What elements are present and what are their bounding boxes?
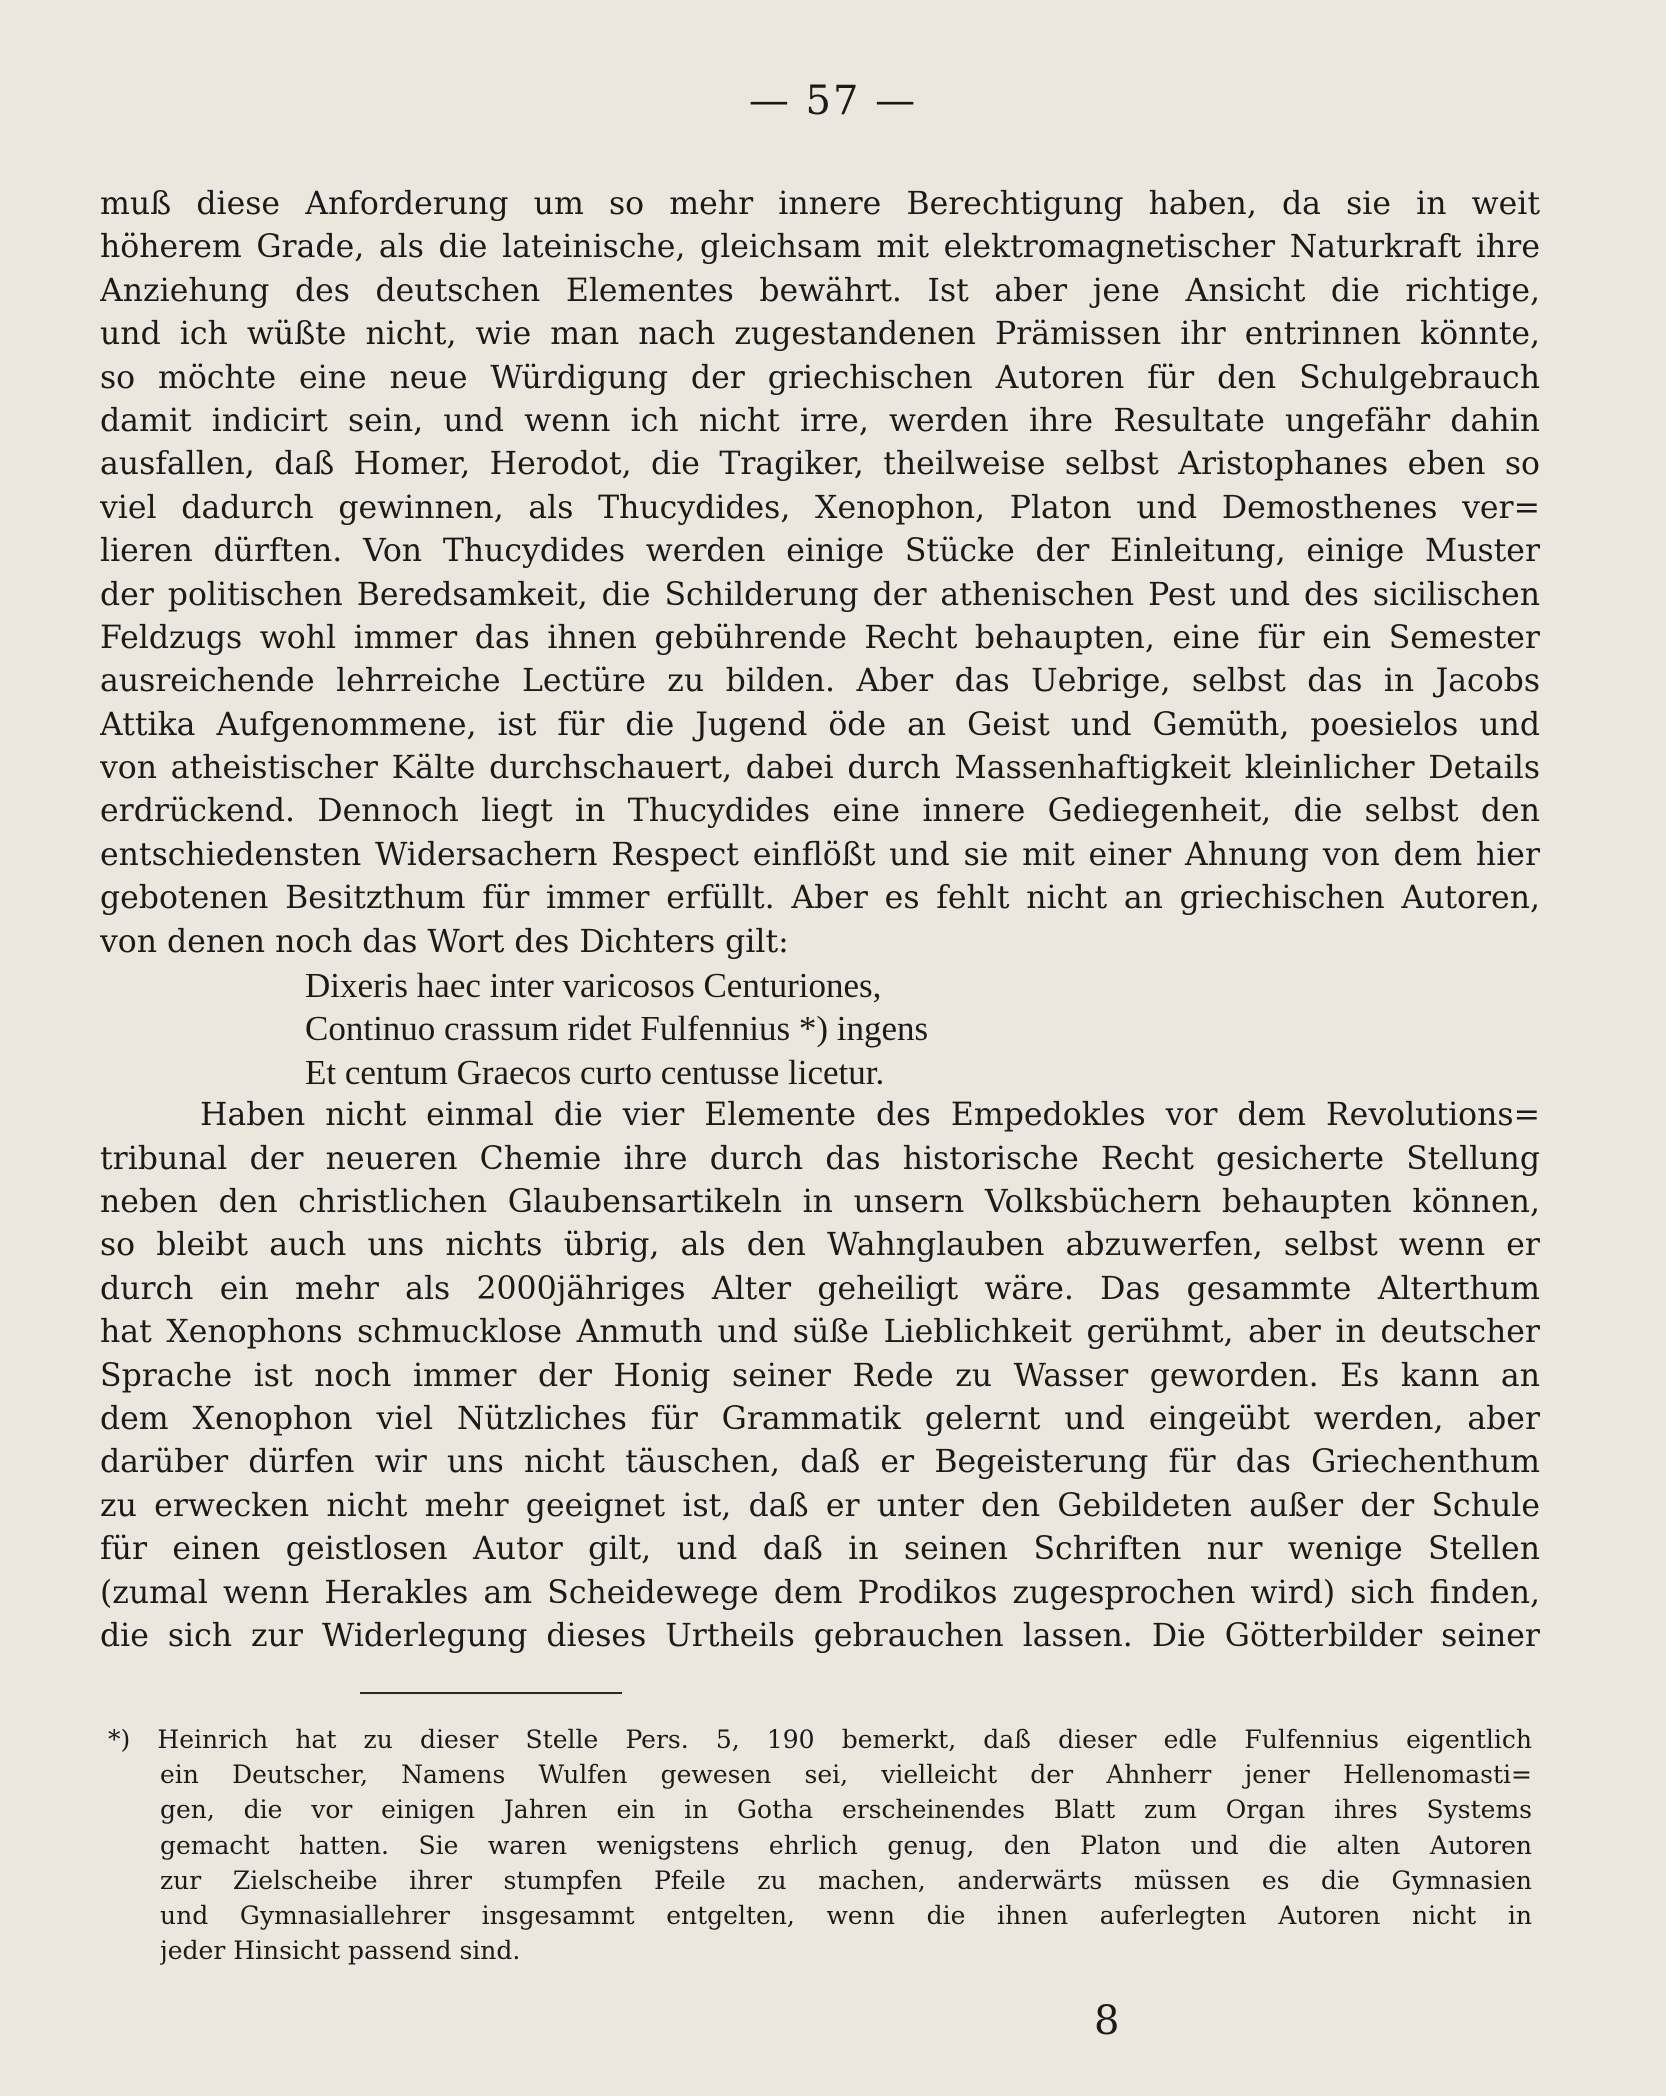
quote-line: Dixeris haec inter varicosos Centuriones, [305, 966, 882, 1006]
text-line: so möchte eine neue Würdigung der griechischen Autoren für den Schulgebrauch [100, 359, 1540, 396]
text-line: von atheistischer Kälte durchschauert, dabei durch Massenhaftigkeit kleinlicher Details [100, 750, 1540, 787]
text-line: ausreichende lehrreiche Lectüre zu bilden. Aber das Uebrige, selbst das in Jacobs [100, 663, 1540, 700]
text-line: damit indicirt sein, und wenn ich nicht irre, werden ihre Resultate ungefähr dahin [100, 402, 1540, 439]
footnote [108, 1722, 1532, 1968]
text-line: tribunal der neueren Chemie ihre durch das historische Recht gesicherte Stellung [100, 1140, 1540, 1177]
text-line: hat Xenophons schmucklose Anmuth und süße Lieblichkeit gerühmt, aber in deutscher [100, 1314, 1540, 1351]
text-line: für einen geistlosen Autor gilt, und daß in seinen Schriften nur wenige Stellen [100, 1531, 1540, 1568]
footnote-line: jeder Hinsicht passend sind. [160, 1936, 521, 1966]
text-line: darüber dürfen wir uns nicht täuschen, daß er Begeisterung für das Griechenthum [100, 1444, 1540, 1481]
footnote-line: ein Deutscher, Namens Wulfen gewesen sei, vielleicht der Ahnherr jener Hellenomasti= [160, 1760, 1532, 1790]
text-line: Haben nicht einmal die vier Elemente des Empedokles vor dem Revolutions= [200, 1097, 1540, 1134]
text-line: gebotenen Besitzthum für immer erfüllt. Aber es fehlt nicht an griechischen Autoren, [100, 880, 1540, 917]
footnote-line: und Gymnasiallehrer insgesammt entgelten, wenn die ihnen auferlegten Autoren nicht in [160, 1900, 1532, 1930]
text-line: erdrückend. Dennoch liegt in Thucydides eine innere Gediegenheit, die selbst den [100, 793, 1540, 830]
text-line: Sprache ist noch immer der Honig seiner Rede zu Wasser geworden. Es kann an [100, 1357, 1540, 1394]
page-number: — 57 — [748, 78, 918, 124]
text-line: Feldzugs wohl immer das ihnen gebührende Recht behaupten, eine für ein Semester [100, 619, 1540, 656]
text-line: lieren dürften. Von Thucydides werden einige Stücke der Einleitung, einige Muster [100, 533, 1540, 570]
text-line: und ich wüßte nicht, wie man nach zugestandenen Prämissen ihr entrinnen könnte, [100, 316, 1540, 353]
main-text [100, 183, 1540, 1658]
text-line: der politischen Beredsamkeit, die Schilderung der athenischen Pest und des sicilischen [100, 576, 1540, 613]
footnote-line: gen, die vor einigen Jahren ein in Gotha erscheinendes Blatt zum Organ ihres Systems [160, 1795, 1532, 1825]
footnote-line: *) Heinrich hat zu dieser Stelle Pers. 5, 190 bemerkt, daß dieser edle Fulfennius eigentlich [108, 1725, 1532, 1754]
text-line: von denen noch das Wort des Dichters gilt: [100, 923, 789, 960]
text-line: Attika Aufgenommene, ist für die Jugend öde an Geist und Gemüth, poesielos und [100, 706, 1540, 743]
footnote-divider [360, 1692, 622, 1694]
quote-line: Et centum Graecos curto centusse licetur. [305, 1052, 885, 1092]
text-line: viel dadurch gewinnen, als Thucydides, Xenophon, Platon und Demosthenes ver= [100, 489, 1540, 526]
footnote-line: zur Zielscheibe ihrer stumpfen Pfeile zu machen, anderwärts müssen es die Gymnasien [160, 1865, 1532, 1895]
text-line: (zumal wenn Herakles am Scheidewege dem Prodikos zugesprochen wird) sich finden, [100, 1574, 1540, 1611]
text-line: durch ein mehr als 2000jähriges Alter geheiligt wäre. Das gesammte Alterthum [100, 1270, 1540, 1307]
text-line: so bleibt auch uns nichts übrig, als den Wahnglauben abzuwerfen, selbst wenn er [100, 1227, 1540, 1264]
text-line: Anziehung des deutschen Elementes bewährt. Ist aber jene Ansicht die richtige, [100, 272, 1540, 309]
footnote-line: gemacht hatten. Sie waren wenigstens ehrlich genug, den Platon und die alten Autoren [160, 1830, 1532, 1860]
text-line: die sich zur Widerlegung dieses Urtheils gebrauchen lassen. Die Götterbilder seiner [100, 1617, 1540, 1654]
text-line: entschiedensten Widersachern Respect einflößt und sie mit einer Ahnung von dem hier [100, 836, 1540, 873]
signature-mark: 8 [1094, 1998, 1120, 2044]
quote-line: Continuo crassum ridet Fulfennius *) ingens [305, 1009, 929, 1049]
text-line: muß diese Anforderung um so mehr innere Berechtigung haben, da sie in weit [100, 186, 1540, 222]
text-line: dem Xenophon viel Nützliches für Grammatik gelernt und eingeübt werden, aber [100, 1400, 1540, 1437]
text-line: ausfallen, daß Homer, Herodot, die Tragiker, theilweise selbst Aristophanes eben so [100, 446, 1540, 483]
text-line: neben den christlichen Glaubensartikeln in unsern Volksbüchern behaupten können, [100, 1183, 1540, 1220]
text-line: höherem Grade, als die lateinische, gleichsam mit elektromagnetischer Naturkraft ihre [100, 229, 1540, 266]
text-line: zu erwecken nicht mehr geeignet ist, daß er unter den Gebildeten außer der Schule [100, 1487, 1540, 1524]
